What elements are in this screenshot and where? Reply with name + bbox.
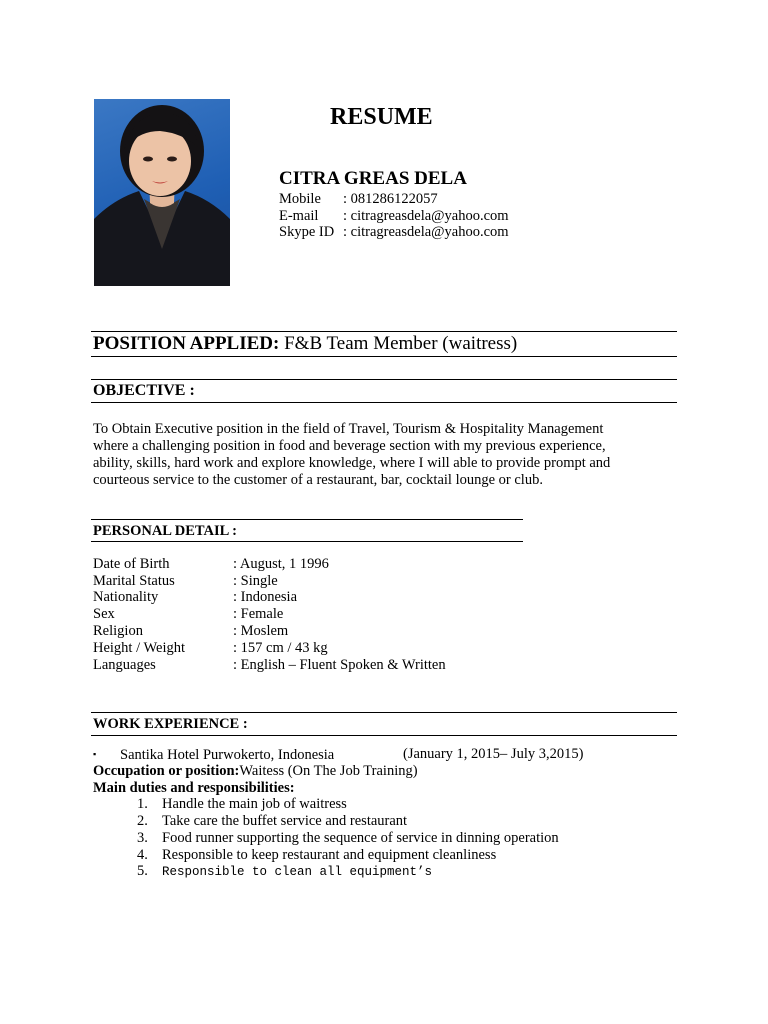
contact-mobile — [279, 191, 438, 207]
objective-line: where a challenging position in food and beverage section with my previous experience, — [93, 438, 606, 454]
divider — [91, 735, 677, 736]
detail-key: Sex — [93, 606, 115, 622]
work-heading: WORK EXPERIENCE : — [93, 716, 248, 732]
occupation-value: Waitess (On The Job Training) — [239, 763, 418, 779]
contact-skype — [279, 224, 509, 240]
divider — [91, 356, 677, 357]
objective-line: To Obtain Executive position in the field of Travel, Tourism & Hospitality Management — [93, 421, 604, 437]
contact-email — [279, 208, 509, 224]
duty-text: Food runner supporting the sequence of service in dinning operation — [162, 830, 559, 846]
duty-text: Handle the main job of waitress — [162, 796, 347, 812]
personal-heading: PERSONAL DETAIL : — [93, 523, 237, 539]
detail-value: : Indonesia — [233, 589, 298, 605]
detail-value: : English – Fluent Spoken & Written — [233, 657, 446, 673]
detail-row — [93, 589, 297, 606]
divider — [91, 402, 677, 403]
detail-row — [93, 657, 446, 674]
objective-line: ability, skills, hard work and explore knowledge, where I will able to provide prompt and — [93, 455, 611, 471]
detail-key: Date of Birth — [93, 556, 170, 572]
duty-number: 1. — [137, 796, 148, 812]
duty-item — [137, 863, 432, 881]
company-name: Santika Hotel Purwokerto, Indonesia — [120, 747, 335, 763]
contact-value: : citragreasdela@yahoo.com — [343, 208, 509, 224]
detail-value: : Moslem — [233, 623, 289, 639]
duties-heading: Main duties and responsibilities: — [93, 780, 295, 796]
detail-value: : August, 1 1996 — [233, 556, 329, 572]
detail-row — [93, 640, 328, 657]
detail-row — [93, 623, 288, 640]
detail-key: Marital Status — [93, 573, 175, 589]
duty-text: Responsible to clean all equipment’s — [162, 865, 433, 879]
detail-value: : Single — [233, 573, 278, 589]
contact-label: Mobile — [279, 191, 321, 207]
detail-value: : Female — [233, 606, 284, 622]
divider — [91, 712, 677, 713]
bullet-icon: ▪ — [93, 749, 97, 759]
detail-key: Nationality — [93, 589, 159, 605]
detail-key: Height / Weight — [93, 640, 185, 656]
detail-row — [93, 556, 329, 573]
duty-item — [137, 796, 347, 813]
detail-row — [93, 606, 283, 623]
position-applied — [93, 333, 517, 355]
duty-number: 4. — [137, 847, 148, 863]
position-value: F&B Team Member (waitress) — [284, 333, 518, 354]
profile-photo — [94, 99, 230, 286]
contact-label: Skype ID — [279, 224, 335, 240]
candidate-name: CITRA GREAS DELA — [279, 168, 467, 189]
duty-number: 3. — [137, 830, 148, 846]
detail-value: : 157 cm / 43 kg — [233, 640, 328, 656]
duty-number: 5. — [137, 863, 148, 879]
divider — [91, 331, 677, 332]
contact-label: E-mail — [279, 208, 319, 224]
divider — [91, 541, 523, 542]
divider — [91, 519, 523, 520]
duty-item — [137, 813, 407, 830]
duty-item — [137, 847, 496, 864]
objective-heading: OBJECTIVE : — [93, 382, 195, 399]
position-label: POSITION APPLIED: — [93, 333, 280, 354]
contact-value: : citragreasdela@yahoo.com — [343, 224, 509, 240]
occupation-label: Occupation or position: — [93, 763, 240, 779]
detail-key: Religion — [93, 623, 143, 639]
divider — [91, 379, 677, 380]
occupation — [93, 763, 418, 780]
work-period: (January 1, 2015– July 3,2015) — [403, 746, 584, 762]
duty-text: Responsible to keep restaurant and equipment cleanliness — [162, 847, 497, 863]
objective-text — [93, 421, 673, 489]
work-entry — [93, 746, 334, 764]
detail-row — [93, 573, 278, 590]
duty-text: Take care the buffet service and restaurant — [162, 813, 408, 829]
document-title: RESUME — [330, 104, 433, 130]
duty-item — [137, 830, 559, 847]
objective-line: courteous service to the customer of a restaurant, bar, cocktail lounge or club. — [93, 472, 543, 488]
detail-key: Languages — [93, 657, 156, 673]
contact-value: : 081286122057 — [343, 191, 438, 207]
duty-number: 2. — [137, 813, 148, 829]
